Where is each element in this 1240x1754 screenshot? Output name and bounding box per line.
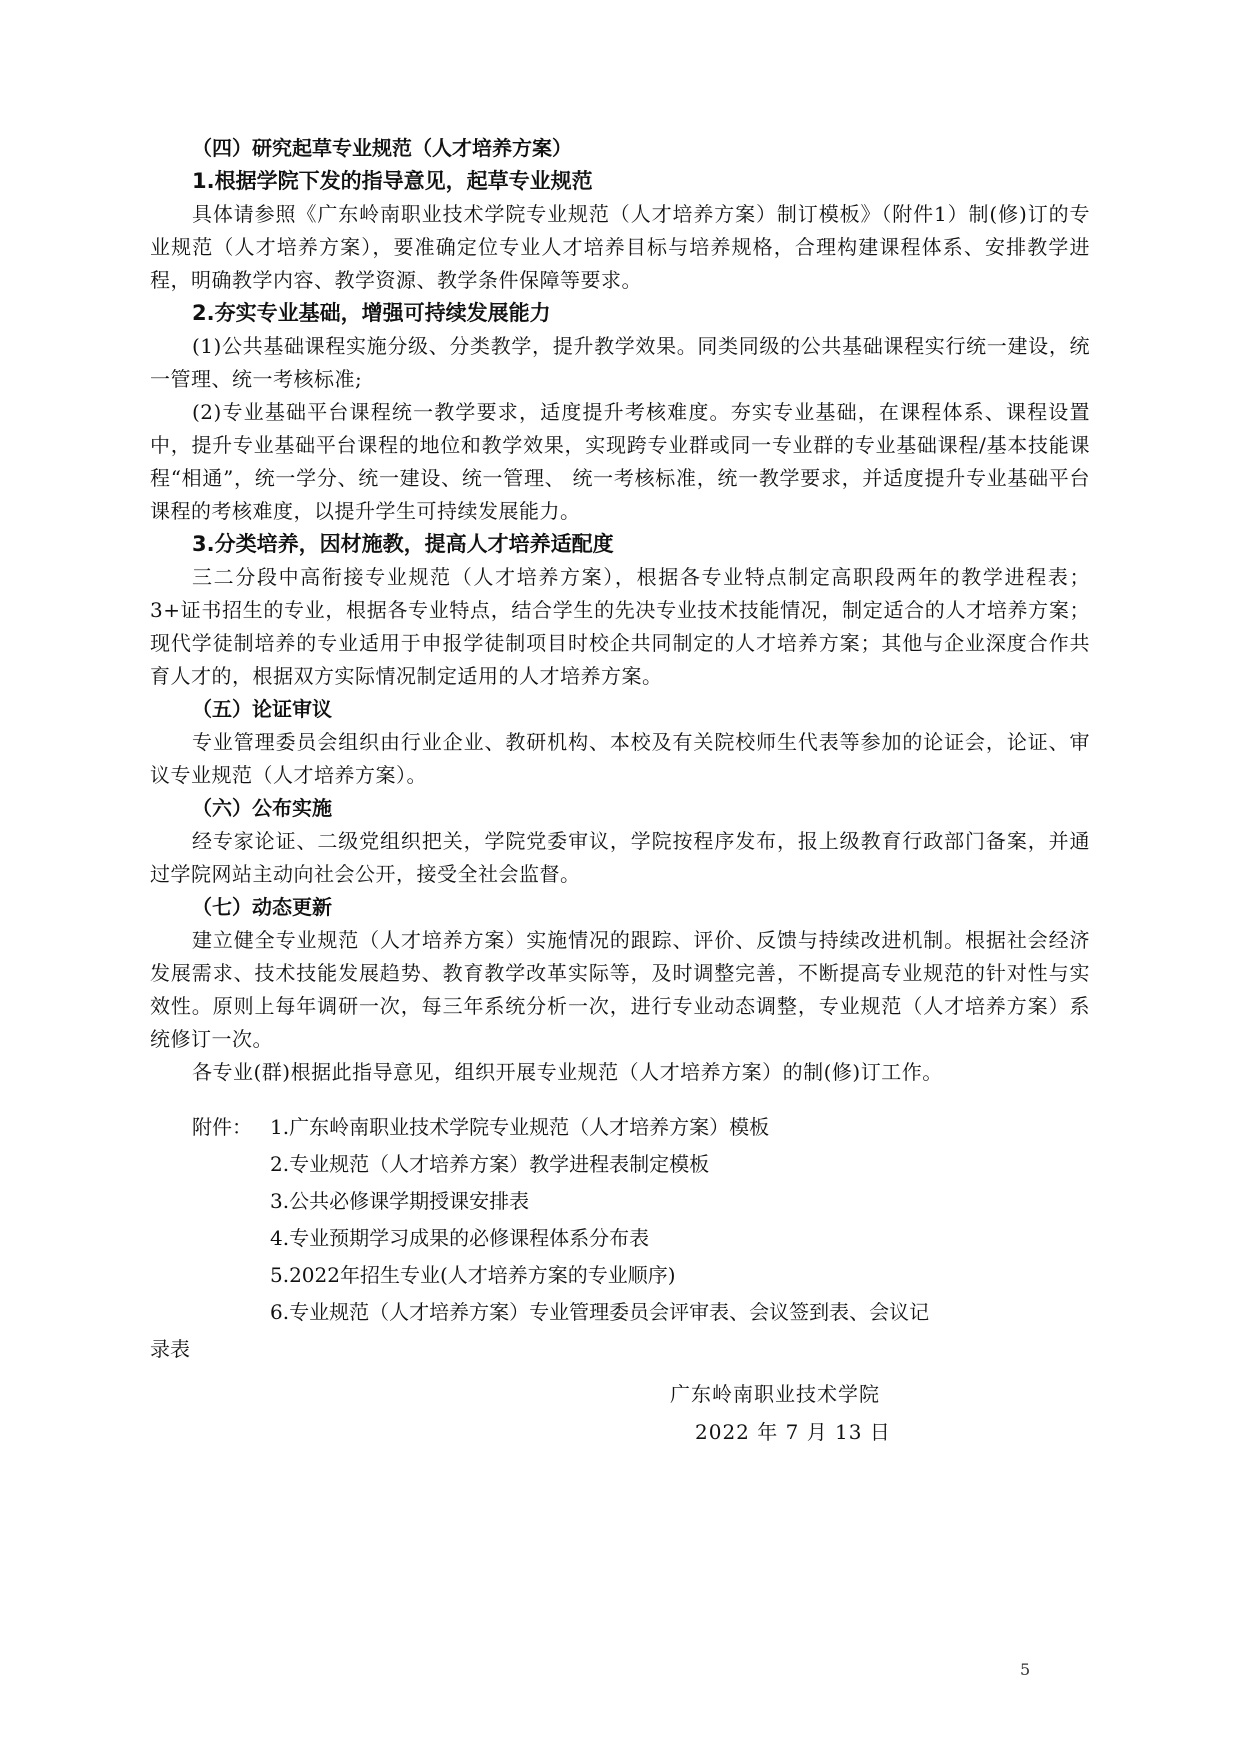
- section-6-heading: （六）公布实施: [192, 796, 332, 820]
- section-4-2-item-2: (2)专业基础平台课程统一教学要求，适度提升考核难度。夯实专业基础，在课程体系、课程设置中，提升专业基础平台课程的地位和教学效果，实现跨专业群或同一专业群的专业基础课程/基本技能课程“相通”，统一学分、统一建设、统一管理、 统一考核标准，统一教学要求，并适度提升专业基础平台课程的考核难度，以提升学生可持续发展能力。: [150, 400, 1090, 523]
- attachment-item-6: 6.专业规范（人才培养方案）专业管理委员会评审表、会议签到表、会议记: [270, 1300, 930, 1324]
- attachment-item-1: 1.广东岭南职业技术学院专业规范（人才培养方案）模板: [270, 1115, 770, 1139]
- signature-block: [150, 1376, 1090, 1456]
- section-4-1-heading: 1.根据学院下发的指导意见，起草专业规范: [192, 169, 593, 193]
- section-4-heading: （四）研究起草专业规范（人才培养方案）: [192, 136, 572, 160]
- signature-date: 2022 年 7 月 13 日: [695, 1420, 891, 1444]
- section-6-text: 经专家论证、二级党组织把关，学院党委审议，学院按程序发布，报上级教育行政部门备案，并通过学院网站主动向社会公开，接受全社会监督。: [150, 829, 1090, 886]
- attachment-item-5: 5.2022年招生专业(人才培养方案的专业顺序): [270, 1263, 676, 1287]
- section-4-2-item-1: (1)公共基础课程实施分级、分类教学，提升教学效果。同类同级的公共基础课程实行统一建设，统一管理、统一考核标准;: [150, 334, 1090, 391]
- section-7-heading: （七）动态更新: [192, 895, 332, 919]
- page-number: 5: [1020, 1660, 1031, 1679]
- section-4-3-text: 三二分段中高衔接专业规范（人才培养方案），根据各专业特点制定高职段两年的教学进程表；3+证书招生的专业，根据各专业特点，结合学生的先决专业技术技能情况，制定适合的人才培养方案；现代学徒制培养的专业适用于申报学徒制项目时校企共同制定的人才培养方案；其他与企业深度合作共育人才的，根据双方实际情况制定适用的人才培养方案。: [150, 565, 1090, 688]
- attachments-lead: 附件：: [192, 1115, 252, 1139]
- section-4-3-heading: 3.分类培养，因材施教，提高人才培养适配度: [192, 532, 614, 556]
- closing-statement: 各专业(群)根据此指导意见，组织开展专业规范（人才培养方案）的制(修)订工作。: [192, 1060, 943, 1084]
- attachment-item: [150, 1183, 1090, 1220]
- attachment-item: [150, 1257, 1090, 1294]
- section-4-1-text: 具体请参照《广东岭南职业技术学院专业规范（人才培养方案）制订模板》（附件1）制(修)订的专业规范（人才培养方案），要准确定位专业人才培养目标与培养规格，合理构建课程体系、安排教学进程，明确教学内容、教学资源、教学条件保障等要求。: [150, 202, 1090, 292]
- document-body: [150, 132, 1090, 1456]
- attachment-item: [150, 1220, 1090, 1257]
- attachment-item: [150, 1294, 1090, 1331]
- attachment-item-2: 2.专业规范（人才培养方案）教学进程表制定模板: [270, 1152, 710, 1176]
- attachment-item-4: 4.专业预期学习成果的必修课程体系分布表: [270, 1226, 650, 1250]
- attachment-item: [150, 1109, 1090, 1146]
- section-7-text: 建立健全专业规范（人才培养方案）实施情况的跟踪、评价、反馈与持续改进机制。根据社会经济发展需求、技术技能发展趋势、教育教学改革实际等，及时调整完善，不断提高专业规范的针对性与实效性。原则上每年调研一次，每三年系统分析一次，进行专业动态调整，专业规范（人才培养方案）系统修订一次。: [150, 928, 1090, 1051]
- attachment-item: [150, 1146, 1090, 1183]
- signature-org: 广东岭南职业技术学院: [670, 1382, 880, 1406]
- attachment-item-6-tail: 录表: [150, 1337, 190, 1361]
- section-4-2-heading: 2.夯实专业基础，增强可持续发展能力: [192, 301, 551, 325]
- attachment-item-3: 3.公共必修课学期授课安排表: [270, 1189, 530, 1213]
- section-5-heading: （五）论证审议: [192, 697, 332, 721]
- section-5-text: 专业管理委员会组织由行业企业、教研机构、本校及有关院校师生代表等参加的论证会，论证、审议专业规范（人才培养方案）。: [150, 730, 1090, 787]
